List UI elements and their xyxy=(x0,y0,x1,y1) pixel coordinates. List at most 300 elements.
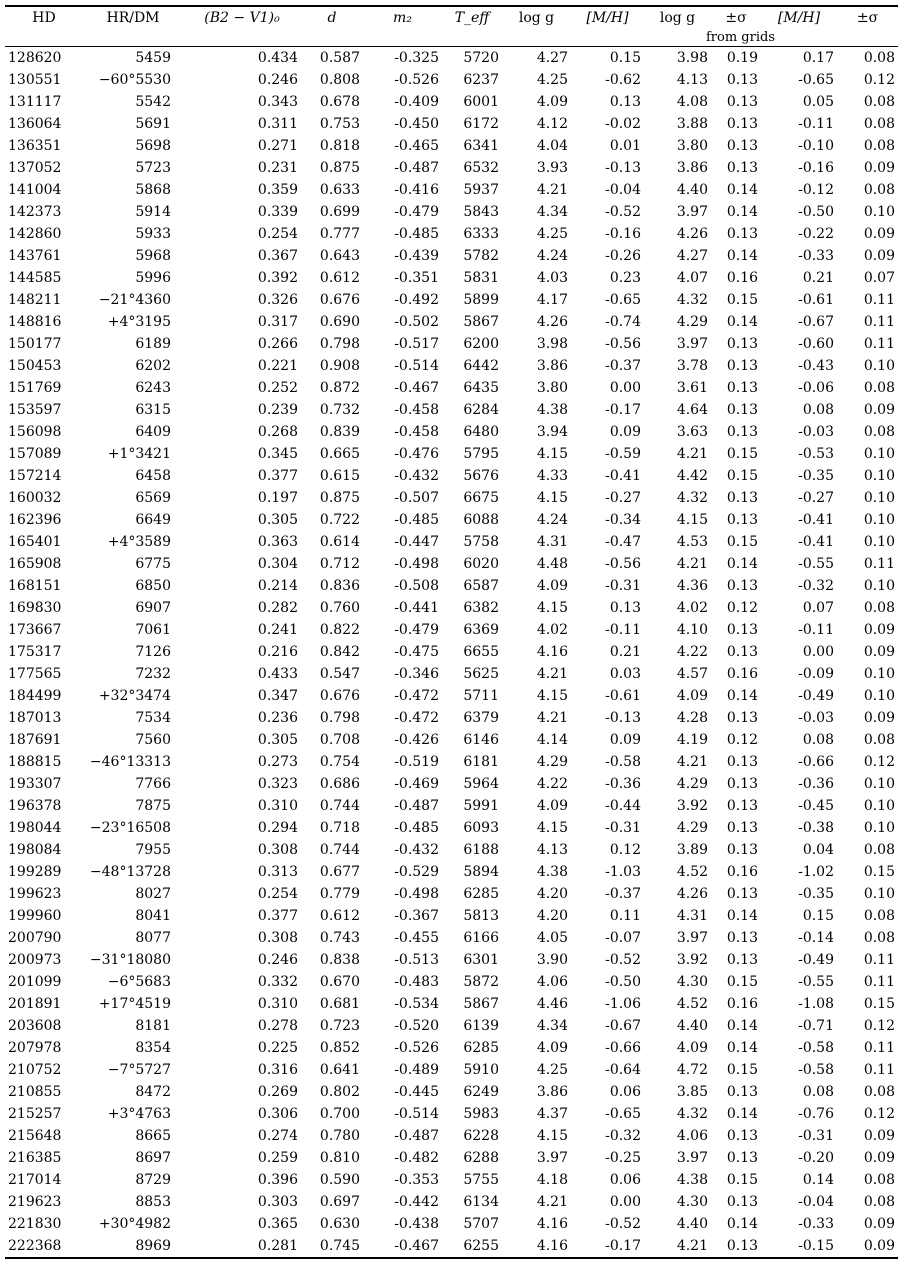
cell-sigma-mh: 0.08 xyxy=(863,116,895,132)
cell-hd: 150177 xyxy=(8,336,62,352)
cell-sigma-logg: 0.13 xyxy=(726,226,758,242)
cell-hr-dm: −31°18080 xyxy=(89,952,171,968)
cell-logg: 4.27 xyxy=(536,50,568,66)
cell-mh: -0.50 xyxy=(605,974,641,990)
cell-hd: 162396 xyxy=(8,512,62,528)
cell-hr-dm: +30°4982 xyxy=(98,1216,171,1232)
cell-teff: 6188 xyxy=(463,842,499,858)
cell-logg-grids: 3.97 xyxy=(676,1150,708,1166)
cell-d: 0.681 xyxy=(319,996,360,1012)
cell-hd: 157089 xyxy=(8,446,62,462)
cell-sigma-mh: 0.15 xyxy=(863,996,895,1012)
cell-sigma-logg: 0.12 xyxy=(726,732,758,748)
cell-logg-grids: 4.27 xyxy=(676,248,708,264)
cell-teff: 6587 xyxy=(463,578,499,594)
cell-d: 0.822 xyxy=(319,622,360,638)
cell-hr-dm: 8729 xyxy=(135,1172,171,1188)
cell-hr-dm: 6243 xyxy=(135,380,171,396)
cell-hd: 150453 xyxy=(8,358,62,374)
cell-hd: 217014 xyxy=(8,1172,62,1188)
cell-b2-v1: 0.347 xyxy=(257,688,298,704)
cell-teff: 5937 xyxy=(463,182,499,198)
cell-mh-grids: 0.08 xyxy=(802,732,834,748)
cell-sigma-logg: 0.13 xyxy=(726,1150,758,1166)
cell-m2: -0.517 xyxy=(394,336,439,352)
cell-logg: 4.15 xyxy=(536,600,568,616)
cell-mh-grids: -0.67 xyxy=(798,314,834,330)
cell-mh-grids: -0.03 xyxy=(798,424,834,440)
cell-m2: -0.487 xyxy=(394,1128,439,1144)
cell-mh: -0.56 xyxy=(605,556,641,572)
cell-logg-grids: 4.40 xyxy=(676,1018,708,1034)
cell-hd: 187013 xyxy=(8,710,62,726)
cell-logg-grids: 4.53 xyxy=(676,534,708,550)
table-row xyxy=(5,1081,898,1103)
cell-logg: 3.90 xyxy=(536,952,568,968)
cell-mh: -1.03 xyxy=(605,864,641,880)
cell-logg-grids: 4.29 xyxy=(676,820,708,836)
cell-b2-v1: 0.271 xyxy=(257,138,298,154)
cell-d: 0.697 xyxy=(319,1194,360,1210)
cell-hd: 142373 xyxy=(8,204,62,220)
cell-hd: 200790 xyxy=(8,930,62,946)
cell-logg: 4.13 xyxy=(536,842,568,858)
cell-m2: -0.441 xyxy=(394,600,439,616)
cell-hd: 210752 xyxy=(8,1062,62,1078)
cell-hr-dm: 8027 xyxy=(135,886,171,902)
cell-b2-v1: 0.305 xyxy=(257,512,298,528)
cell-logg: 4.48 xyxy=(536,556,568,572)
cell-m2: -0.482 xyxy=(394,1150,439,1166)
cell-m2: -0.409 xyxy=(394,94,439,110)
cell-b2-v1: 0.269 xyxy=(257,1084,298,1100)
cell-m2: -0.489 xyxy=(394,1062,439,1078)
cell-sigma-logg: 0.13 xyxy=(726,710,758,726)
cell-sigma-mh: 0.11 xyxy=(863,952,895,968)
table-row xyxy=(5,993,898,1015)
cell-mh: -0.32 xyxy=(605,1128,641,1144)
cell-sigma-logg: 0.13 xyxy=(726,358,758,374)
cell-mh: -0.13 xyxy=(605,710,641,726)
cell-d: 0.712 xyxy=(319,556,360,572)
cell-mh: -1.06 xyxy=(605,996,641,1012)
cell-b2-v1: 0.216 xyxy=(257,644,298,660)
cell-b2-v1: 0.377 xyxy=(257,908,298,924)
cell-teff: 6181 xyxy=(463,754,499,770)
cell-mh-grids: -0.12 xyxy=(798,182,834,198)
cell-b2-v1: 0.343 xyxy=(257,94,298,110)
cell-logg-grids: 4.31 xyxy=(676,908,708,924)
col-header-mh: [M/H] xyxy=(571,6,644,29)
cell-sigma-logg: 0.16 xyxy=(726,666,758,682)
cell-mh-grids: -0.53 xyxy=(798,446,834,462)
cell-teff: 5910 xyxy=(463,1062,499,1078)
cell-b2-v1: 0.396 xyxy=(257,1172,298,1188)
cell-hd: 188815 xyxy=(8,754,62,770)
cell-d: 0.678 xyxy=(319,94,360,110)
cell-mh: -0.27 xyxy=(605,490,641,506)
cell-m2: -0.469 xyxy=(394,776,439,792)
cell-d: 0.677 xyxy=(319,864,360,880)
cell-teff: 6020 xyxy=(463,556,499,572)
cell-hd: 199960 xyxy=(8,908,62,924)
cell-logg: 3.86 xyxy=(536,1084,568,1100)
cell-sigma-mh: 0.12 xyxy=(863,754,895,770)
cell-sigma-logg: 0.13 xyxy=(726,512,758,528)
cell-mh-grids: -0.58 xyxy=(798,1040,834,1056)
cell-mh: 0.11 xyxy=(609,908,641,924)
cell-sigma-mh: 0.11 xyxy=(863,292,895,308)
cell-mh: -0.11 xyxy=(605,622,641,638)
cell-logg-grids: 4.10 xyxy=(676,622,708,638)
cell-d: 0.760 xyxy=(319,600,360,616)
cell-m2: -0.447 xyxy=(394,534,439,550)
cell-mh-grids: -0.50 xyxy=(798,204,834,220)
cell-mh-grids: -0.10 xyxy=(798,138,834,154)
cell-hr-dm: 5723 xyxy=(135,160,171,176)
cell-logg: 4.15 xyxy=(536,1128,568,1144)
cell-b2-v1: 0.323 xyxy=(257,776,298,792)
cell-m2: -0.502 xyxy=(394,314,439,330)
table-row xyxy=(5,245,898,267)
cell-b2-v1: 0.252 xyxy=(257,380,298,396)
cell-b2-v1: 0.274 xyxy=(257,1128,298,1144)
cell-teff: 5894 xyxy=(463,864,499,880)
cell-hd: 199623 xyxy=(8,886,62,902)
cell-logg-grids: 4.28 xyxy=(676,710,708,726)
cell-hr-dm: 7126 xyxy=(135,644,171,660)
cell-mh-grids: -0.33 xyxy=(798,1216,834,1232)
cell-hr-dm: +17°4519 xyxy=(98,996,171,1012)
cell-hr-dm: −46°13313 xyxy=(89,754,171,770)
cell-hr-dm: 7061 xyxy=(135,622,171,638)
cell-sigma-logg: 0.13 xyxy=(726,754,758,770)
cell-m2: -0.485 xyxy=(394,226,439,242)
cell-hr-dm: +32°3474 xyxy=(98,688,171,704)
cell-teff: 6237 xyxy=(463,72,499,88)
cell-hr-dm: 7955 xyxy=(135,842,171,858)
cell-mh-grids: 0.05 xyxy=(802,94,834,110)
cell-teff: 5867 xyxy=(463,314,499,330)
table-row xyxy=(5,113,898,135)
cell-sigma-logg: 0.14 xyxy=(726,1040,758,1056)
cell-logg-grids: 3.97 xyxy=(676,930,708,946)
col-header-sigma-logg: ±σ xyxy=(711,6,761,29)
cell-b2-v1: 0.311 xyxy=(257,116,298,132)
table-row xyxy=(5,641,898,663)
cell-mh: -0.37 xyxy=(605,358,641,374)
cell-d: 0.633 xyxy=(319,182,360,198)
cell-hd: 219623 xyxy=(8,1194,62,1210)
table-row xyxy=(5,91,898,113)
cell-hd: 175317 xyxy=(8,644,62,660)
cell-logg-grids: 4.30 xyxy=(676,974,708,990)
cell-logg: 4.25 xyxy=(536,1062,568,1078)
cell-sigma-mh: 0.08 xyxy=(863,1084,895,1100)
cell-d: 0.614 xyxy=(319,534,360,550)
cell-mh: -0.26 xyxy=(605,248,641,264)
cell-d: 0.700 xyxy=(319,1106,360,1122)
table-row xyxy=(5,1037,898,1059)
cell-sigma-mh: 0.12 xyxy=(863,72,895,88)
cell-m2: -0.432 xyxy=(394,468,439,484)
cell-b2-v1: 0.259 xyxy=(257,1150,298,1166)
cell-b2-v1: 0.317 xyxy=(257,314,298,330)
cell-hr-dm: −6°5683 xyxy=(107,974,171,990)
cell-sigma-logg: 0.14 xyxy=(726,688,758,704)
cell-m2: -0.498 xyxy=(394,556,439,572)
cell-hd: 156098 xyxy=(8,424,62,440)
cell-mh: 0.21 xyxy=(609,644,641,660)
cell-sigma-logg: 0.13 xyxy=(726,776,758,792)
cell-d: 0.612 xyxy=(319,908,360,924)
cell-hd: 141004 xyxy=(8,182,62,198)
cell-hr-dm: 5459 xyxy=(135,50,171,66)
cell-sigma-logg: 0.13 xyxy=(726,644,758,660)
table-row xyxy=(5,1235,898,1258)
cell-m2: -0.519 xyxy=(394,754,439,770)
cell-mh-grids: 0.17 xyxy=(802,50,834,66)
cell-hd: 168151 xyxy=(8,578,62,594)
cell-sigma-mh: 0.09 xyxy=(863,1150,895,1166)
cell-mh-grids: -0.35 xyxy=(798,886,834,902)
subheader-row xyxy=(5,29,898,47)
table-row xyxy=(5,927,898,949)
cell-logg: 3.98 xyxy=(536,336,568,352)
cell-hd: 201891 xyxy=(8,996,62,1012)
cell-hd: 148816 xyxy=(8,314,62,330)
col-header-logg: log g xyxy=(502,6,571,29)
cell-sigma-mh: 0.08 xyxy=(863,50,895,66)
cell-logg: 4.46 xyxy=(536,996,568,1012)
cell-hd: 184499 xyxy=(8,688,62,704)
cell-sigma-logg: 0.14 xyxy=(726,248,758,264)
cell-sigma-mh: 0.09 xyxy=(863,644,895,660)
table-row xyxy=(5,553,898,575)
col-header-b2-v1: (B2 − V1)₀ xyxy=(183,6,301,29)
cell-logg: 4.22 xyxy=(536,776,568,792)
cell-logg-grids: 4.07 xyxy=(676,270,708,286)
cell-mh: -0.31 xyxy=(605,820,641,836)
cell-teff: 5813 xyxy=(463,908,499,924)
col-header-mh-grids: [M/H] xyxy=(761,6,837,29)
cell-sigma-logg: 0.15 xyxy=(726,1062,758,1078)
cell-mh-grids: -0.22 xyxy=(798,226,834,242)
cell-mh-grids: -0.20 xyxy=(798,1150,834,1166)
cell-sigma-mh: 0.12 xyxy=(863,1018,895,1034)
cell-sigma-logg: 0.14 xyxy=(726,556,758,572)
cell-m2: -0.325 xyxy=(394,50,439,66)
col-header-hd: HD xyxy=(5,6,83,29)
cell-d: 0.732 xyxy=(319,402,360,418)
cell-sigma-logg: 0.13 xyxy=(726,622,758,638)
cell-hr-dm: 5868 xyxy=(135,182,171,198)
cell-m2: -0.467 xyxy=(394,380,439,396)
cell-m2: -0.492 xyxy=(394,292,439,308)
cell-mh-grids: 0.08 xyxy=(802,1084,834,1100)
cell-sigma-mh: 0.09 xyxy=(863,710,895,726)
cell-d: 0.690 xyxy=(319,314,360,330)
cell-hd: 177565 xyxy=(8,666,62,682)
cell-mh: -0.16 xyxy=(605,226,641,242)
table-row xyxy=(5,47,898,70)
cell-hd: 210855 xyxy=(8,1084,62,1100)
table-row xyxy=(5,355,898,377)
cell-logg: 4.24 xyxy=(536,512,568,528)
cell-logg-grids: 4.29 xyxy=(676,314,708,330)
cell-m2: -0.508 xyxy=(394,578,439,594)
cell-hr-dm: −23°16508 xyxy=(89,820,171,836)
cell-teff: 5782 xyxy=(463,248,499,264)
cell-d: 0.547 xyxy=(319,666,360,682)
cell-b2-v1: 0.282 xyxy=(257,600,298,616)
col-header-sigma-mh: ±σ xyxy=(837,6,898,29)
cell-d: 0.810 xyxy=(319,1150,360,1166)
cell-sigma-logg: 0.13 xyxy=(726,1194,758,1210)
cell-mh: -0.13 xyxy=(605,160,641,176)
cell-teff: 6200 xyxy=(463,336,499,352)
cell-mh: -0.58 xyxy=(605,754,641,770)
cell-sigma-logg: 0.15 xyxy=(726,974,758,990)
cell-teff: 6255 xyxy=(442,1235,502,1258)
cell-logg: 4.15 xyxy=(536,490,568,506)
cell-sigma-logg: 0.13 xyxy=(726,160,758,176)
cell-mh: -0.36 xyxy=(605,776,641,792)
cell-b2-v1: 0.273 xyxy=(257,754,298,770)
cell-d: 0.643 xyxy=(319,248,360,264)
cell-sigma-logg: 0.13 xyxy=(726,490,758,506)
cell-hd: 153597 xyxy=(8,402,62,418)
cell-mh: 0.09 xyxy=(609,732,641,748)
cell-mh: -0.17 xyxy=(571,1235,644,1258)
cell-d: 0.723 xyxy=(319,1018,360,1034)
col-header-logg-grids: log g xyxy=(644,6,711,29)
cell-mh-grids: -0.65 xyxy=(798,72,834,88)
cell-hr-dm: 8472 xyxy=(135,1084,171,1100)
cell-hr-dm: 6409 xyxy=(135,424,171,440)
cell-m2: -0.465 xyxy=(394,138,439,154)
cell-sigma-logg: 0.16 xyxy=(726,864,758,880)
cell-logg: 4.26 xyxy=(536,314,568,330)
cell-mh-grids: -0.43 xyxy=(798,358,834,374)
cell-teff: 6088 xyxy=(463,512,499,528)
cell-sigma-mh: 0.11 xyxy=(863,336,895,352)
cell-sigma-logg: 0.13 xyxy=(726,952,758,968)
cell-d: 0.718 xyxy=(319,820,360,836)
cell-mh: -0.52 xyxy=(605,952,641,968)
cell-logg: 4.21 xyxy=(536,666,568,682)
cell-mh-grids: -1.08 xyxy=(798,996,834,1012)
cell-m2: -0.450 xyxy=(394,116,439,132)
cell-m2: -0.526 xyxy=(394,1040,439,1056)
cell-sigma-mh: 0.10 xyxy=(863,776,895,792)
cell-teff: 6301 xyxy=(463,952,499,968)
cell-logg-grids: 3.78 xyxy=(676,358,708,374)
cell-b2-v1: 0.310 xyxy=(257,996,298,1012)
cell-sigma-mh: 0.11 xyxy=(863,314,895,330)
cell-logg-grids: 3.88 xyxy=(676,116,708,132)
table-row xyxy=(5,1213,898,1235)
cell-hr-dm: 6569 xyxy=(135,490,171,506)
cell-mh: -0.59 xyxy=(605,446,641,462)
cell-b2-v1: 0.359 xyxy=(257,182,298,198)
cell-logg: 4.15 xyxy=(536,820,568,836)
cell-logg-grids: 4.52 xyxy=(676,864,708,880)
cell-m2: -0.514 xyxy=(394,358,439,374)
cell-teff: 6146 xyxy=(463,732,499,748)
cell-d: 0.852 xyxy=(319,1040,360,1056)
cell-logg: 4.38 xyxy=(536,402,568,418)
cell-b2-v1: 0.305 xyxy=(257,732,298,748)
cell-mh-grids: 0.07 xyxy=(802,600,834,616)
cell-hr-dm: 5968 xyxy=(135,248,171,264)
cell-hr-dm: −21°4360 xyxy=(98,292,171,308)
cell-d: 0.587 xyxy=(319,50,360,66)
cell-sigma-logg: 0.13 xyxy=(726,1084,758,1100)
cell-mh-grids: -0.55 xyxy=(798,974,834,990)
cell-b2-v1: 0.339 xyxy=(257,204,298,220)
cell-mh-grids: -0.76 xyxy=(798,1106,834,1122)
cell-hr-dm: 5691 xyxy=(135,116,171,132)
cell-logg-grids: 3.92 xyxy=(676,798,708,814)
cell-logg-grids: 4.26 xyxy=(676,886,708,902)
cell-teff: 6333 xyxy=(463,226,499,242)
cell-logg-grids: 4.40 xyxy=(676,1216,708,1232)
cell-sigma-mh: 0.15 xyxy=(863,864,895,880)
cell-mh: -0.66 xyxy=(605,1040,641,1056)
cell-teff: 6369 xyxy=(463,622,499,638)
cell-logg-grids: 4.09 xyxy=(676,688,708,704)
table-row xyxy=(5,883,898,905)
cell-hr-dm: 8041 xyxy=(135,908,171,924)
cell-m2: -0.529 xyxy=(394,864,439,880)
cell-mh-grids: -0.41 xyxy=(798,512,834,528)
cell-m2: -0.479 xyxy=(394,204,439,220)
cell-mh-grids: -0.09 xyxy=(798,666,834,682)
cell-sigma-mh: 0.10 xyxy=(863,666,895,682)
cell-logg: 4.15 xyxy=(536,446,568,462)
cell-sigma-logg: 0.14 xyxy=(726,908,758,924)
cell-d: 0.753 xyxy=(319,116,360,132)
cell-sigma-mh: 0.11 xyxy=(863,1062,895,1078)
cell-mh-grids: -0.71 xyxy=(798,1018,834,1034)
cell-mh-grids: -0.61 xyxy=(798,292,834,308)
cell-d: 0.798 xyxy=(319,710,360,726)
cell-logg: 4.09 xyxy=(536,798,568,814)
cell-logg: 4.09 xyxy=(536,1040,568,1056)
cell-b2-v1: 0.332 xyxy=(257,974,298,990)
cell-logg: 3.86 xyxy=(536,358,568,374)
col-header-hr-dm: HR/DM xyxy=(83,6,183,29)
table-row xyxy=(5,311,898,333)
cell-b2-v1: 0.231 xyxy=(257,160,298,176)
cell-mh: -0.62 xyxy=(605,72,641,88)
cell-mh-grids: -0.27 xyxy=(798,490,834,506)
cell-hd: 173667 xyxy=(8,622,62,638)
cell-logg: 4.15 xyxy=(536,688,568,704)
cell-hr-dm: −48°13728 xyxy=(89,864,171,880)
cell-teff: 5843 xyxy=(463,204,499,220)
cell-sigma-mh: 0.08 xyxy=(863,930,895,946)
col-header-d: d xyxy=(301,6,363,29)
cell-sigma-mh: 0.10 xyxy=(863,468,895,484)
table-row xyxy=(5,1147,898,1169)
cell-sigma-logg: 0.15 xyxy=(726,292,758,308)
cell-mh-grids: -1.02 xyxy=(798,864,834,880)
cell-hd: 136064 xyxy=(8,116,62,132)
table-row xyxy=(5,1059,898,1081)
table-row xyxy=(5,773,898,795)
